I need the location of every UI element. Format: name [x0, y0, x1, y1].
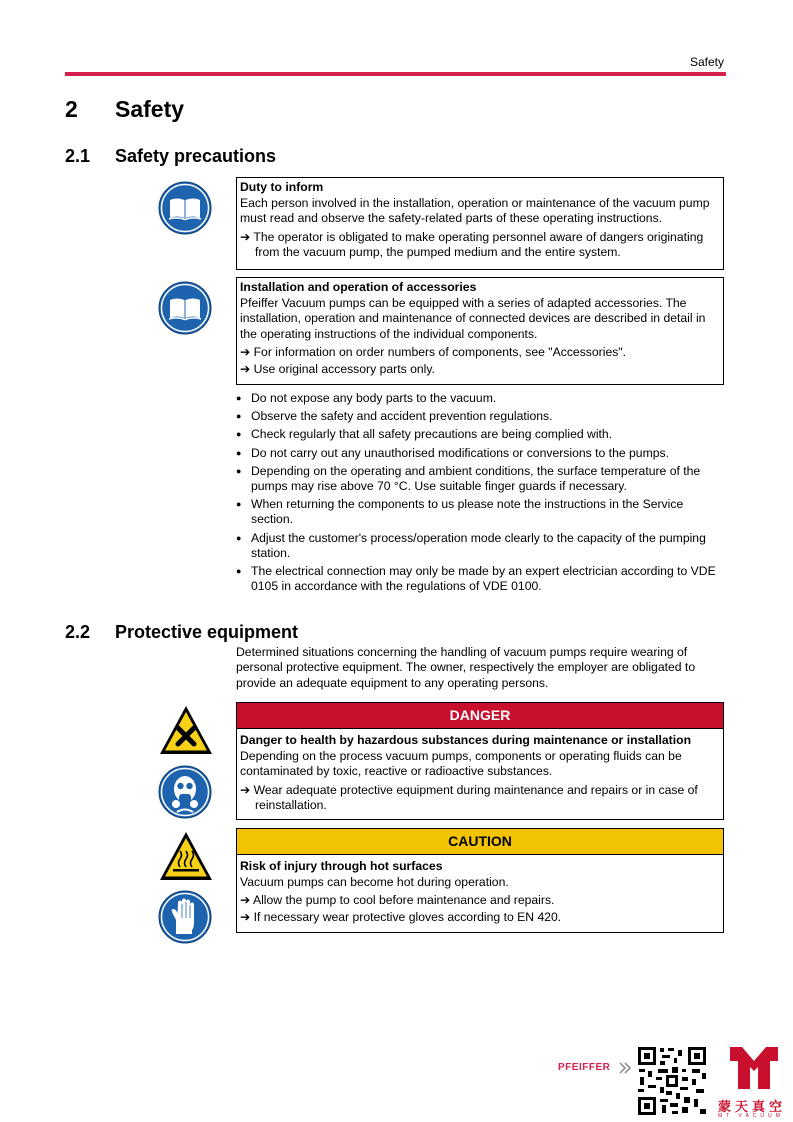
section-title: Safety precautions [115, 146, 277, 166]
manual-icon [158, 181, 212, 235]
protective-gloves-icon [158, 890, 212, 944]
running-header: Safety [689, 55, 724, 69]
notice-action: ➔ Allow the pump to cool before maintenance and repairs. [240, 893, 555, 908]
notice-accessories [236, 277, 724, 385]
chapter-heading [65, 96, 184, 123]
caution-signal-word: CAUTION [237, 829, 723, 855]
list-item: ● Do not carry out any unauthorised modifications or conversions to the pumps. [236, 446, 724, 461]
danger-notice [236, 702, 724, 820]
arrow-right-icon: ➔ [240, 361, 254, 376]
mt-vacuum-logo-icon [728, 1045, 780, 1091]
notice-action: ➔ The operator is obligated to make operating personnel aware of dangers originating from the vacuum pump, the pumped medium and the entire system. [240, 229, 704, 260]
list-item: ● The electrical connection may only be made by an expert electrician according to VDE 0105 in accordance with the regulations of VDE 0100. [236, 564, 724, 594]
danger-signal-word: DANGER [237, 703, 723, 729]
protective-equipment-intro: Determined situations concerning the handling of vacuum pumps require wearing of personal protective equipment. The owner, respectively the employer are obligated to provide an adequate equipment to any operating persons. [236, 645, 696, 690]
caution-notice [236, 828, 724, 933]
list-item: ● Depending on the operating and ambient conditions, the surface temperature of the pumps may rise above 70 °C. Use suitable finger guards if necessary. [236, 464, 724, 494]
arrow-right-icon: ➔ [240, 893, 253, 908]
notice-duty-to-inform [236, 177, 724, 270]
arrow-right-icon: ➔ [240, 782, 254, 797]
arrow-right-icon: ➔ [240, 345, 254, 360]
list-item: ● Adjust the customer's process/operation mode clearly to the capacity of the pumping station. [236, 531, 724, 561]
notice-title: Duty to inform [240, 180, 324, 194]
list-item: ● Observe the safety and accident prevention regulations. [236, 409, 724, 424]
notice-action: ➔ Wear adequate protective equipment during maintenance and repairs or in case of reinstallation. [240, 782, 698, 813]
respirator-mask-icon [158, 765, 212, 819]
notice-action: ➔ For information on order numbers of components, see "Accessories". [240, 345, 627, 360]
notice-body: Each person involved in the installation, operation or maintenance of the vacuum pump must read and observe the safety-related parts of these operating instructions. [240, 195, 710, 226]
mt-vacuum-english-name: MT VACUUM [718, 1113, 784, 1119]
pfeiffer-logo: PFEIFFER [558, 1062, 611, 1073]
section-number: 2.2 [65, 622, 91, 642]
chapter-title: Safety [115, 96, 185, 122]
mt-vacuum-chinese-name: 蒙天真空 [718, 1099, 787, 1114]
manual-icon [158, 281, 212, 335]
notice-title: Installation and operation of accessories [240, 280, 477, 294]
notice-title: Risk of injury through hot surfaces [240, 859, 443, 873]
section-heading-2-1 [65, 146, 276, 167]
notice-action: ➔ If necessary wear protective gloves according to EN 420. [240, 909, 562, 924]
notice-body: Depending on the process vacuum pumps, components or operating fluids can be contaminated by toxic, reactive or radioactive substances. [240, 748, 682, 779]
section-heading-2-2 [65, 622, 298, 643]
list-item: ● When returning the components to us please note the instructions in the Service section. [236, 497, 724, 527]
arrow-right-icon: ➔ [240, 229, 254, 244]
notice-body: Pfeiffer Vacuum pumps can be equipped with a series of adapted accessories. The installation, operation and maintenance of connected devices are described in detail in the operating instructions of the individual components. [240, 295, 706, 341]
notice-title: Danger to health by hazardous substances during maintenance or installation [240, 733, 692, 747]
header-rule [65, 72, 726, 76]
arrow-right-icon: ➔ [240, 909, 254, 924]
qr-code [636, 1045, 708, 1117]
section-number: 2.1 [65, 146, 91, 166]
pfeiffer-logo-mark-icon [619, 1062, 633, 1074]
notice-action: ➔ Use original accessory parts only. [240, 361, 435, 376]
chapter-number: 2 [65, 96, 78, 122]
harmful-substance-warning-icon [158, 704, 214, 756]
safety-precautions-list [236, 391, 724, 597]
list-item: ● Check regularly that all safety precautions are being complied with. [236, 427, 724, 442]
section-title: Protective equipment [115, 622, 299, 642]
hot-surface-warning-icon [158, 830, 214, 882]
notice-body: Vacuum pumps can become hot during operation. [240, 874, 509, 889]
list-item: ● Do not expose any body parts to the vacuum. [236, 391, 724, 406]
